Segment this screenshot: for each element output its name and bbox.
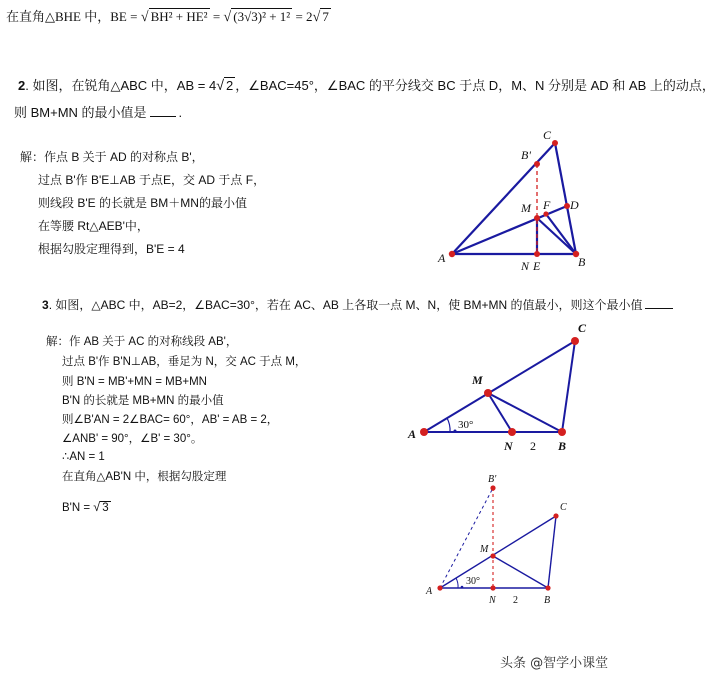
radical-sign: √ (223, 9, 232, 25)
label-angle: 30° (466, 576, 480, 587)
top-rad2: (3√3)² + 1² (233, 9, 291, 24)
label-c: C (543, 128, 552, 142)
label-b-prime: B' (521, 148, 531, 162)
radical-sign: √ (216, 78, 225, 94)
label-length: 2 (513, 595, 518, 606)
problem3-text: . 如图，△ABC 中，AB=2，∠BAC=30°，若在 AC、AB 上各取一点 M、N，使 BM+MN 的值最小，则这个最小值 (48, 298, 643, 312)
point-c (571, 337, 579, 345)
label-c: C (560, 502, 567, 513)
problem2-solution-4: 根据勾股定理得到，B'E = 4 (38, 242, 185, 256)
problem3-solution-5: ∠ANB' = 90°，∠B' = 30°。 (62, 433, 203, 445)
label-a: A (408, 427, 417, 441)
angle-arc (447, 418, 450, 432)
top-formula (6, 6, 331, 26)
watermark: 头条 @智学小课堂 (500, 656, 609, 671)
problem2-text-a: . 如图，在锐角△ABC 中，AB = 4 (25, 78, 217, 93)
top-eq1: = (212, 9, 221, 24)
label-f: F (543, 198, 551, 212)
segment-cb (548, 516, 556, 588)
point-b-prime (490, 485, 495, 490)
label-m: M (472, 373, 483, 387)
point-n (490, 585, 495, 590)
top-eq2: = 2 (295, 9, 313, 24)
radical-sign: √ (93, 500, 101, 514)
label-m: M (521, 201, 531, 215)
point-c (552, 140, 558, 146)
label-length: 2 (530, 439, 536, 453)
segment-ac (440, 516, 556, 588)
problem3-solution-2: 则 B'N = MB'+MN = MB+MN (62, 376, 207, 388)
label-a: A (426, 586, 433, 597)
label-b-prime: B' (488, 474, 497, 485)
segment-cb (562, 341, 575, 432)
label-m: M (480, 544, 489, 555)
radical-sign: √ (312, 9, 321, 25)
problem3-solution-7: 在直角△AB'N 中，根据勾股定理 (62, 471, 227, 483)
point-marker (454, 430, 457, 433)
segment-ab-prime (440, 488, 493, 588)
top-rad1: BH² + HE² (150, 9, 208, 24)
problem2-solution-2: 则线段 B'E 的长就是 BM＋MN的最小值 (38, 196, 247, 210)
problem2-text-b: ，∠BAC=45°，∠BAC 的平分线交 BC 于点 D，M、N 分别是 AD 和 AB 上的动点， (235, 78, 715, 93)
problem2-solution-0: 解：作点 B 关于 AD 的对称点 B'， (20, 150, 204, 164)
angle-arc (456, 578, 458, 588)
label-e: E (533, 259, 541, 273)
label-b: B (558, 439, 567, 453)
point-marker (461, 586, 464, 589)
problem3-figure2 (420, 470, 590, 610)
segment-mb (493, 556, 548, 588)
point-n (534, 251, 540, 257)
point-a (437, 585, 442, 590)
point-a (449, 251, 455, 257)
problem2-line1 (18, 75, 715, 94)
radical-sign: √ (140, 9, 149, 25)
top-rad3: 7 (322, 9, 329, 24)
problem2-rad: 2 (226, 78, 234, 93)
problem2-period: . (178, 105, 183, 120)
label-c: C (578, 321, 587, 335)
point-a (420, 428, 428, 436)
label-d: D (570, 198, 579, 212)
problem3-number: 3 (42, 298, 49, 312)
point-b (545, 585, 550, 590)
problem2-number: 2 (18, 78, 26, 93)
problem3-solution-1: 过点 B'作 B'N⊥AB，垂足为 N，交 AC 于点 M， (62, 356, 307, 368)
problem2-solution-1: 过点 B'作 B'E⊥AB 于点E，交 AD 于点 F， (38, 173, 266, 187)
label-n: N (521, 259, 530, 273)
problem3-solution-6: ∴AN = 1 (62, 451, 105, 463)
top-formula-prefix: 在直角△BHE 中，BE = (6, 9, 138, 24)
problem3-line1 (42, 296, 673, 313)
problem2-line2 (14, 102, 182, 121)
point-b (558, 428, 566, 436)
point-c (553, 513, 558, 518)
point-b-prime (534, 161, 540, 167)
problem3-figure1 (400, 320, 600, 460)
label-n: N (489, 595, 496, 606)
point-m (534, 215, 540, 221)
problem2-solution-3: 在等腰 Rt△AEB'中， (38, 219, 149, 233)
point-n (508, 428, 516, 436)
label-a: A (438, 251, 446, 265)
segment-ac (452, 143, 555, 254)
label-b: B (544, 595, 551, 606)
problem3-solution-0: 解：作 AB 关于 AC 的对称线段 AB'， (46, 336, 238, 348)
problem3-result-rad: 3 (102, 502, 109, 514)
problem3-solution-3: B'N 的长就是 MB+MN 的最小值 (62, 395, 224, 407)
point-m (490, 553, 495, 558)
problem3-result (62, 500, 111, 514)
answer-blank (645, 297, 673, 309)
point-f (543, 211, 548, 216)
problem2-question: 则 BM+MN 的最小值是 (14, 105, 147, 120)
label-b: B (578, 255, 586, 269)
problem3-result-prefix: B'N = (62, 502, 91, 514)
problem3-solution-4: 则∠B'AN = 2∠BAC= 60°，AB' = AB = 2， (62, 414, 279, 426)
label-angle: 30° (458, 419, 474, 431)
label-n: N (504, 439, 513, 453)
point-m (484, 389, 492, 397)
problem2-figure (430, 122, 600, 274)
answer-blank (150, 104, 176, 117)
